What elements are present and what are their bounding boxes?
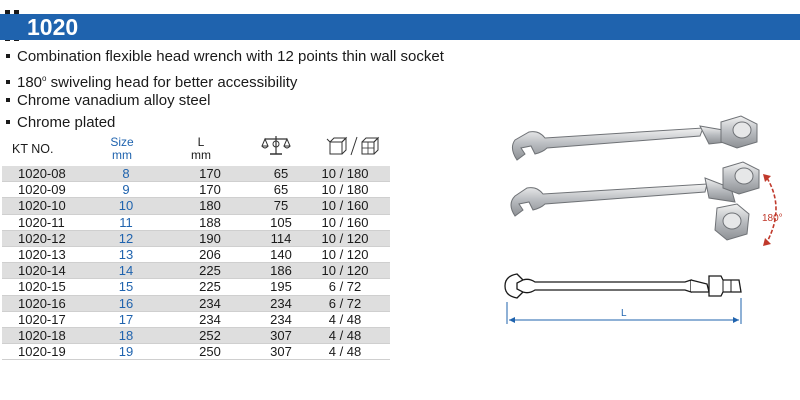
table-cell-kt: 1020-09 [2, 182, 94, 198]
table-cell-kt: 1020-14 [2, 263, 94, 279]
table-cell-ln: 225 [158, 263, 262, 279]
table-row [2, 295, 390, 311]
table-row [2, 311, 390, 327]
table-row [2, 214, 390, 230]
wrench-product-image [495, 108, 795, 258]
table-cell-sz: 11 [94, 214, 158, 230]
table-cell-ln: 170 [158, 166, 262, 182]
table-cell-sz: 8 [94, 166, 158, 182]
table-cell-kt: 1020-18 [2, 327, 94, 343]
spec-table [2, 166, 390, 360]
feature-list [6, 46, 444, 134]
box-icon [324, 134, 388, 161]
table-row [2, 182, 390, 198]
arrow-down-icon [763, 238, 771, 246]
table-cell-kt: 1020-17 [2, 311, 94, 327]
table-row [2, 246, 390, 262]
table-cell-pk: 10 / 120 [300, 230, 390, 246]
column-header-kt: KT NO. [12, 142, 54, 156]
table-cell-ln: 250 [158, 344, 262, 360]
table-cell-wt: 65 [262, 182, 300, 198]
table-cell-kt: 1020-10 [2, 198, 94, 214]
table-cell-kt: 1020-12 [2, 230, 94, 246]
table-cell-wt: 140 [262, 246, 300, 262]
table-cell-pk: 10 / 160 [300, 214, 390, 230]
table-cell-wt: 114 [262, 230, 300, 246]
table-cell-wt: 234 [262, 295, 300, 311]
table-cell-kt: 1020-19 [2, 344, 94, 360]
feature-item: 180$^o$ swiveling head for better accessibility [6, 68, 444, 90]
table-cell-sz: 14 [94, 263, 158, 279]
table-row [2, 279, 390, 295]
arrow-up-icon [763, 174, 771, 182]
table-cell-sz: 17 [94, 311, 158, 327]
feature-item: Chrome plated [6, 112, 444, 134]
table-cell-sz: 10 [94, 198, 158, 214]
table-cell-ln: 188 [158, 214, 262, 230]
table-cell-kt: 1020-15 [2, 279, 94, 295]
table-cell-ln: 234 [158, 311, 262, 327]
table-cell-sz: 12 [94, 230, 158, 246]
column-header-length: L mm [191, 135, 211, 162]
table-row [2, 230, 390, 246]
table-row [2, 198, 390, 214]
table-cell-wt: 105 [262, 214, 300, 230]
table-cell-sz: 19 [94, 344, 158, 360]
table-cell-wt: 186 [262, 263, 300, 279]
table-cell-kt: 1020-08 [2, 166, 94, 182]
column-header-size: Size mm [110, 135, 134, 162]
table-row [2, 166, 390, 182]
feature-item: Combination flexible head wrench with 12 points thin wall socket [6, 46, 444, 68]
table-cell-kt: 1020-13 [2, 246, 94, 262]
table-cell-sz: 18 [94, 327, 158, 343]
table-cell-pk: 10 / 120 [300, 246, 390, 262]
wrench-dimension-diagram [495, 262, 755, 332]
table-cell-wt: 65 [262, 166, 300, 182]
table-cell-sz: 13 [94, 246, 158, 262]
table-cell-ln: 206 [158, 246, 262, 262]
table-cell-wt: 307 [262, 344, 300, 360]
table-cell-sz: 16 [94, 295, 158, 311]
table-cell-ln: 234 [158, 295, 262, 311]
dimension-label: L [621, 308, 627, 319]
table-cell-ln: 190 [158, 230, 262, 246]
table-row [2, 344, 390, 360]
table-cell-pk: 10 / 180 [300, 166, 390, 182]
table-cell-pk: 6 / 72 [300, 279, 390, 295]
bullet-icon [6, 98, 10, 102]
scale-icon [254, 134, 298, 161]
table-cell-pk: 10 / 180 [300, 182, 390, 198]
table-cell-sz: 9 [94, 182, 158, 198]
table-cell-pk: 10 / 160 [300, 198, 390, 214]
table-cell-ln: 225 [158, 279, 262, 295]
table-cell-wt: 307 [262, 327, 300, 343]
header-bar [0, 14, 800, 40]
table-cell-sz: 15 [94, 279, 158, 295]
feature-item: Chrome vanadium alloy steel [6, 90, 444, 112]
table-cell-wt: 195 [262, 279, 300, 295]
table-cell-pk: 6 / 72 [300, 295, 390, 311]
table-cell-wt: 75 [262, 198, 300, 214]
bullet-icon [6, 120, 10, 124]
table-cell-pk: 4 / 48 [300, 311, 390, 327]
table-cell-pk: 10 / 120 [300, 263, 390, 279]
table-cell-pk: 4 / 48 [300, 327, 390, 343]
table-row [2, 327, 390, 343]
table-cell-kt: 1020-11 [2, 214, 94, 230]
table-cell-pk: 4 / 48 [300, 344, 390, 360]
table-cell-wt: 234 [262, 311, 300, 327]
bullet-icon [6, 54, 10, 58]
rotation-label: 180° [762, 213, 783, 224]
page-title: 1020 [27, 14, 79, 40]
table-cell-kt: 1020-16 [2, 295, 94, 311]
bullet-icon [6, 80, 10, 84]
table-cell-ln: 252 [158, 327, 262, 343]
table-cell-ln: 170 [158, 182, 262, 198]
table-row [2, 263, 390, 279]
table-cell-ln: 180 [158, 198, 262, 214]
